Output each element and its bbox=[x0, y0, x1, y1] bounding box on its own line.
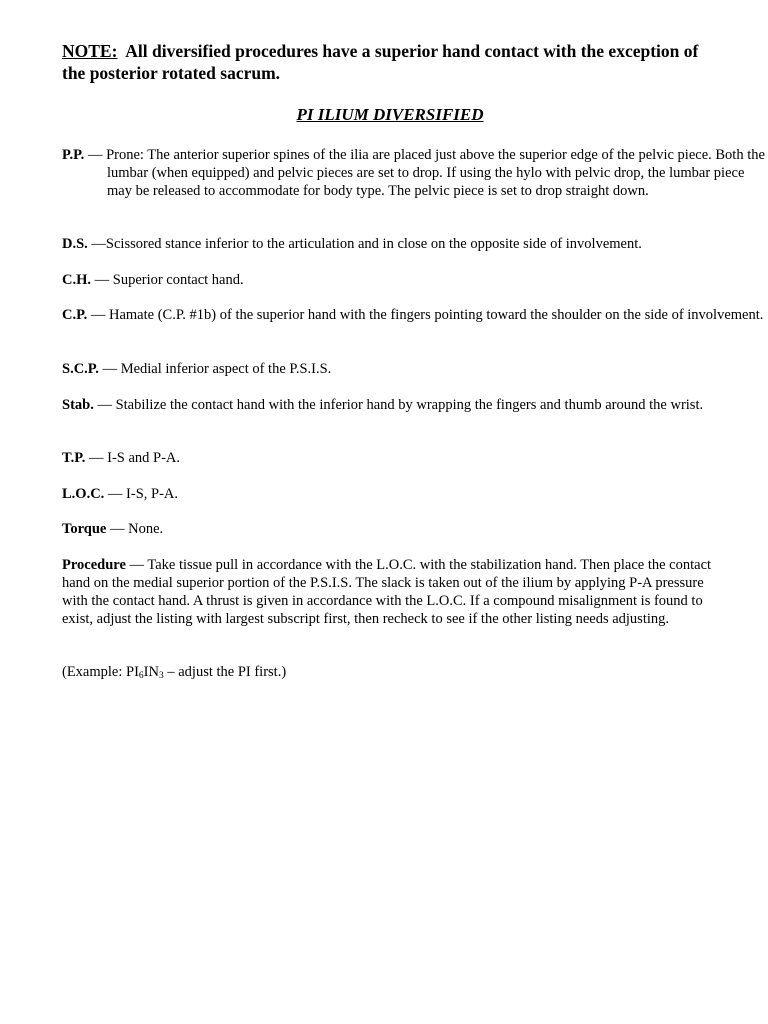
entry-text: Stabilize the contact hand with the inferior hand by wrapping the fingers and thumb around the wrist. bbox=[115, 397, 704, 413]
entry-dash: — bbox=[106, 521, 129, 537]
entry-dash: — bbox=[104, 486, 127, 502]
section-title: PI ILIUM DIVERSIFIED bbox=[296, 105, 484, 124]
entry-text: Hamate (C.P. #1b) of the superior hand with the fingers pointing toward the shoulder on the side of involvement. bbox=[109, 307, 764, 323]
entry-text: I-S and P-A. bbox=[107, 450, 181, 466]
example-mid: IN bbox=[143, 664, 159, 680]
entry-text: I-S, P-A. bbox=[126, 486, 179, 502]
entry-term: P.P. bbox=[62, 147, 85, 163]
example-subscript-1: 6 bbox=[138, 671, 144, 681]
entry-term: Torque bbox=[62, 521, 107, 537]
entry-ds bbox=[62, 235, 767, 253]
example-subscript-2: 3 bbox=[158, 671, 164, 681]
note-paragraph bbox=[62, 40, 722, 84]
entry-dash: — bbox=[85, 450, 108, 466]
entry-term: S.C.P. bbox=[62, 361, 99, 377]
example-prefix: (Example: PI bbox=[62, 664, 139, 680]
entry-cp bbox=[62, 306, 767, 324]
entry-text: Superior contact hand. bbox=[112, 272, 244, 288]
entry-term: C.H. bbox=[62, 272, 91, 288]
entry-term: T.P. bbox=[62, 450, 86, 466]
example-line bbox=[62, 663, 722, 681]
entry-text: Take tissue pull in accordance with the L.O.C. with the stabilization hand. Then place the contact hand on the medial superior portion of the P.S.I.S. The slack is taken out of the ilium by applying P-A pressure with the contact hand. A thrust is given in accordance with the L.O.C. If a compound misalignment is found to exist, adjust the listing with largest subscript first, then recheck to see if the other listing needs adjusting. bbox=[62, 557, 712, 627]
entry-term: C.P. bbox=[62, 307, 88, 323]
entry-stab bbox=[62, 396, 768, 414]
entry-dash: — bbox=[91, 272, 113, 288]
entry-tp bbox=[62, 449, 767, 467]
entry-pp bbox=[62, 146, 767, 200]
entry-ch bbox=[62, 271, 767, 289]
entry-torque bbox=[62, 520, 767, 538]
entry-term: Stab. bbox=[62, 397, 94, 413]
entry-procedure bbox=[62, 556, 722, 628]
entry-text: Scissored stance inferior to the articulation and in close on the opposite side of involvement. bbox=[105, 236, 642, 252]
entry-term: D.S. bbox=[62, 236, 88, 252]
entry-text: Prone: The anterior superior spines of the ilia are placed just above the superior edge of the pelvic piece. Both the lumbar (when equipped) and pelvic pieces are set to drop. If using the hylo with pelvic drop, the lumbar piece may be released to accommodate for body type. The pelvic piece is set to drop straight down. bbox=[106, 147, 765, 199]
example-suffix: – adjust the PI first.) bbox=[163, 664, 287, 680]
entry-dash: — bbox=[125, 557, 148, 573]
entry-loc bbox=[62, 485, 767, 503]
entry-dash: — bbox=[93, 397, 116, 413]
entry-dash: — bbox=[87, 307, 109, 323]
entry-dash: — bbox=[87, 236, 106, 252]
note-label: NOTE: bbox=[62, 41, 118, 61]
entry-text: None. bbox=[128, 521, 164, 537]
entry-scp bbox=[62, 360, 767, 378]
entry-term: L.O.C. bbox=[62, 486, 105, 502]
entry-term: Procedure bbox=[62, 557, 126, 573]
note-text: All diversified procedures have a superior hand contact with the exception of the posterior rotated sacrum. bbox=[62, 41, 699, 83]
entry-text: Medial inferior aspect of the P.S.I.S. bbox=[120, 361, 332, 377]
entry-dash: — bbox=[84, 147, 107, 163]
entry-dash: — bbox=[98, 361, 121, 377]
